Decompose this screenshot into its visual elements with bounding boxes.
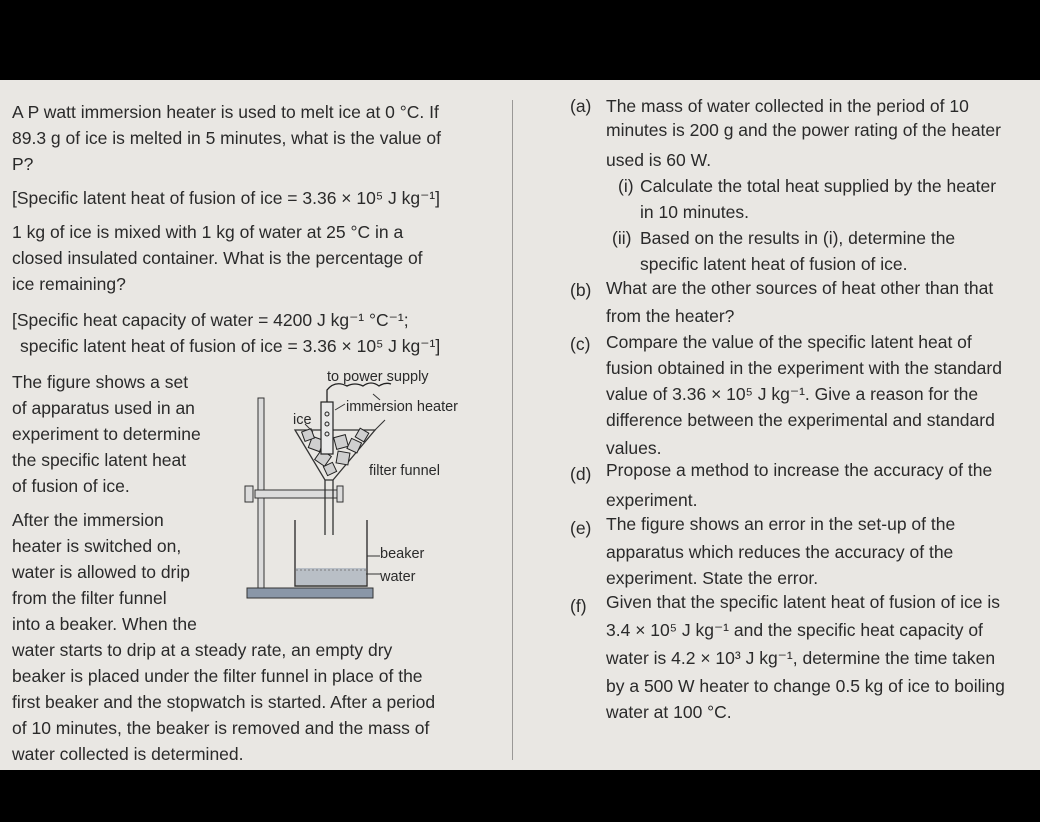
q3-line-11: water starts to drip at a steady rate, an empty dry xyxy=(12,640,393,660)
q3-line-5: of fusion of ice. xyxy=(12,476,130,496)
part-a-i-label: (i) xyxy=(618,176,634,196)
label-filter-funnel: filter funnel xyxy=(369,463,440,479)
part-f-line-2: 3.4 × 10⁵ J kg⁻¹ and the specific heat capacity of xyxy=(606,620,983,640)
part-e-line-3: experiment. State the error. xyxy=(606,568,819,588)
part-a-line-2: minutes is 200 g and the power rating of the heater xyxy=(606,120,1001,140)
part-f-line-5: water at 100 °C. xyxy=(606,702,732,722)
part-a-label: (a) xyxy=(570,96,592,116)
part-e-line-1: The figure shows an error in the set-up of the xyxy=(606,514,956,534)
clamp-arm xyxy=(255,490,339,498)
label-immersion-heater: immersion heater xyxy=(346,399,459,415)
q3-line-4: the specific latent heat xyxy=(12,450,187,470)
part-a-i-line-1: Calculate the total heat supplied by the heater xyxy=(640,176,997,196)
part-a-line-1: The mass of water collected in the period of 10 xyxy=(606,96,969,116)
q2-data-line-2: specific latent heat of fusion of ice = 3.36 × 10⁵ J kg⁻¹] xyxy=(20,336,441,356)
part-d-line-1: Propose a method to increase the accuracy of the xyxy=(606,460,993,480)
q2-line-1: 1 kg of ice is mixed with 1 kg of water at 25 °C in a xyxy=(12,222,404,242)
q3-line-1: The figure shows a set xyxy=(12,372,189,392)
q3-line-8: water is allowed to drip xyxy=(12,562,190,582)
q1-line-3: P? xyxy=(12,154,34,174)
part-c-line-5: values. xyxy=(606,438,662,458)
water-in-beaker xyxy=(296,568,366,585)
q2-line-3: ice remaining? xyxy=(12,274,126,294)
part-a-line-3: used is 60 W. xyxy=(606,150,712,170)
ice-cubes xyxy=(302,428,369,475)
label-beaker: beaker xyxy=(380,546,425,562)
part-f-line-1: Given that the specific latent heat of fusion of ice is xyxy=(606,592,1000,612)
q3-line-10: into a beaker. When the xyxy=(12,614,197,634)
stand-base xyxy=(247,588,373,598)
q3-line-15: water collected is determined. xyxy=(12,744,244,764)
part-c-line-2: fusion obtained in the experiment with the standard xyxy=(606,358,1002,378)
q3-line-3: experiment to determine xyxy=(12,424,201,444)
q3-line-7: heater is switched on, xyxy=(12,536,182,556)
textbook-page xyxy=(0,80,1040,770)
label-to-power-supply: to power supply xyxy=(327,369,429,385)
part-a-ii-line-2: specific latent heat of fusion of ice. xyxy=(640,254,908,274)
immersion-heater xyxy=(321,402,333,454)
part-b-line-1: What are the other sources of heat other than that xyxy=(606,278,994,298)
q3-line-12: beaker is placed under the filter funnel in place of the xyxy=(12,666,423,686)
label-water: water xyxy=(380,569,416,585)
part-b-label: (b) xyxy=(570,280,592,300)
column-divider xyxy=(512,100,513,760)
part-b-line-2: from the heater? xyxy=(606,306,735,326)
part-e-label: (e) xyxy=(570,518,592,538)
q3-line-9: from the filter funnel xyxy=(12,588,167,608)
q3-line-13: first beaker and the stopwatch is started. After a period xyxy=(12,692,436,712)
part-c-line-1: Compare the value of the specific latent heat of xyxy=(606,332,972,352)
q2-line-2: closed insulated container. What is the percentage of xyxy=(12,248,423,268)
part-c-line-3: value of 3.36 × 10⁵ J kg⁻¹. Give a reason for the xyxy=(606,384,979,404)
part-f-label: (f) xyxy=(570,596,587,616)
part-a-i-line-2: in 10 minutes. xyxy=(640,202,749,222)
part-e-line-2: apparatus which reduces the accuracy of the xyxy=(606,542,954,562)
q1-line-1: A P watt immersion heater is used to melt ice at 0 °C. If xyxy=(12,102,439,122)
q3-line-14: of 10 minutes, the beaker is removed and the mass of xyxy=(12,718,430,738)
part-c-line-4: difference between the experimental and standard xyxy=(606,410,995,430)
part-a-ii-label: (ii) xyxy=(612,228,632,248)
part-c-label: (c) xyxy=(570,334,591,354)
q1-line-2: 89.3 g of ice is melted in 5 minutes, what is the value of xyxy=(12,128,441,148)
label-ice: ice xyxy=(293,412,312,428)
q3-line-6: After the immersion xyxy=(12,510,164,530)
part-d-label: (d) xyxy=(570,464,592,484)
part-f-line-4: by a 500 W heater to change 0.5 kg of ice to boiling xyxy=(606,676,1005,696)
q2-data-line-1: [Specific heat capacity of water = 4200 J kg⁻¹ °C⁻¹; xyxy=(12,310,409,330)
part-f-line-3: water is 4.2 × 10³ J kg⁻¹, determine the time taken xyxy=(606,648,996,668)
q1-data: [Specific latent heat of fusion of ice = 3.36 × 10⁵ J kg⁻¹] xyxy=(12,188,440,208)
part-a-ii-line-1: Based on the results in (i), determine the xyxy=(640,228,956,248)
q3-line-2: of apparatus used in an xyxy=(12,398,195,418)
part-d-line-2: experiment. xyxy=(606,490,698,510)
